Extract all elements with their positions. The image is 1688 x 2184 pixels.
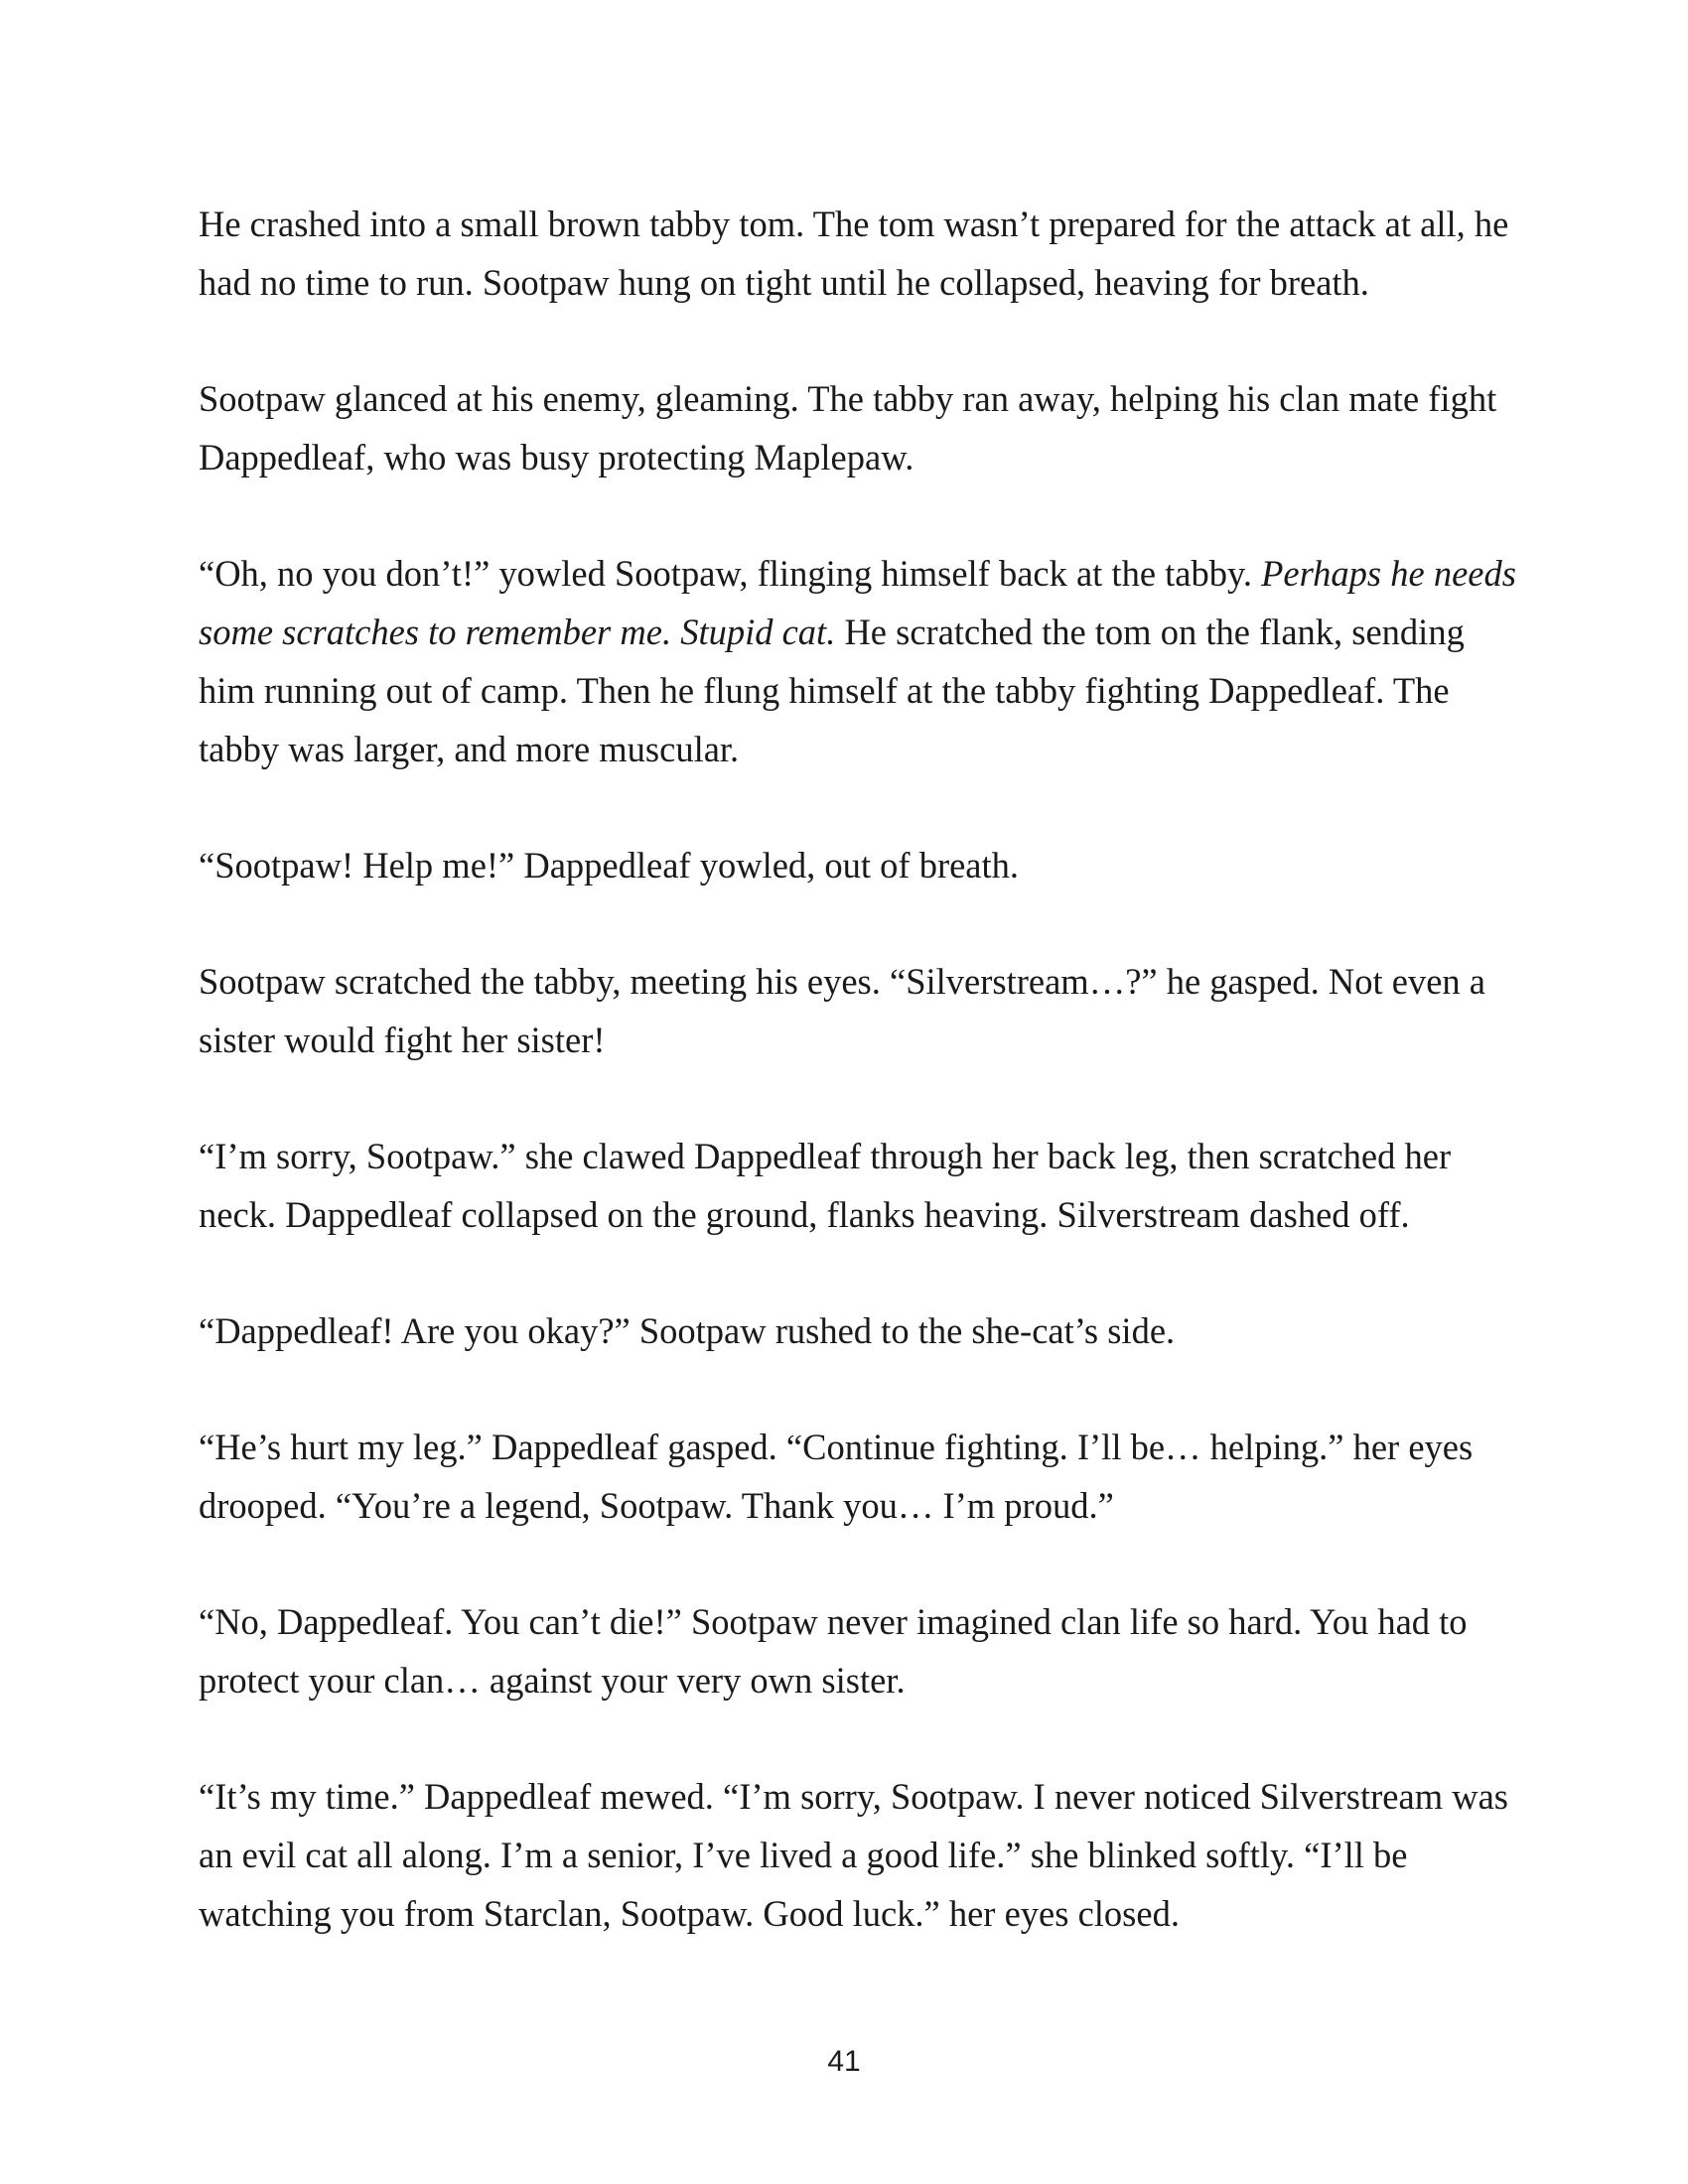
paragraph-text: “He’s hurt my leg.” Dappedleaf gasped. “Continue fighting. I’ll be… helping.” her eyes drooped. “You’re a legend, Sootpaw. Thank you… I’m proud.” bbox=[199, 1427, 1474, 1526]
paragraph-text: “It’s my time.” Dappedleaf mewed. “I’m sorry, Sootpaw. I never noticed Silverstream was an evil cat all along. I’m a senior, I’ve lived a good life.” she blinked softly. “I’ll be watching you from Starclan, Sootpaw. Good luck.” her eyes closed. bbox=[199, 1776, 1508, 1934]
paragraph-1 bbox=[199, 195, 1519, 312]
paragraph-text: Sootpaw scratched the tabby, meeting his eyes. “Silverstream…?” he gasped. Not even a sister would fight her sister! bbox=[199, 961, 1485, 1060]
paragraph-text: “No, Dappedleaf. You can’t die!” Sootpaw never imagined clan life so hard. You had to protect your clan… against your very own sister. bbox=[199, 1601, 1468, 1701]
paragraph-text: “Oh, no you don’t!” yowled Sootpaw, flinging himself back at the tabby. bbox=[199, 553, 1262, 594]
story-text bbox=[199, 195, 1519, 1943]
paragraph-8 bbox=[199, 1418, 1519, 1535]
paragraph-3 bbox=[199, 544, 1519, 778]
paragraph-2 bbox=[199, 369, 1519, 486]
paragraph-text: He scratched the tom on the flank, sending him running out of camp. Then he flung himself at the tabby fighting Dappedleaf. The tabby was larger, and more muscular. bbox=[199, 612, 1465, 769]
paragraph-5 bbox=[199, 952, 1519, 1069]
paragraph-6 bbox=[199, 1127, 1519, 1244]
paragraph-text: “Sootpaw! Help me!” Dappedleaf yowled, out of breath. bbox=[199, 845, 1020, 886]
paragraph-text: “I’m sorry, Sootpaw.” she clawed Dappedleaf through her back leg, then scratched her neck. Dappedleaf collapsed on the ground, flanks heaving. Silverstream dashed off. bbox=[199, 1136, 1452, 1235]
italic-thought: Perhaps he needs some scratches to remember me. Stupid cat. bbox=[199, 553, 1516, 652]
paragraph-text: He crashed into a small brown tabby tom. The tom wasn’t prepared for the attack at all, he had no time to run. Sootpaw hung on tight until he collapsed, heaving for breath. bbox=[199, 204, 1509, 303]
paragraph-text: “Dappedleaf! Are you okay?” Sootpaw rushed to the she-cat’s side. bbox=[199, 1310, 1176, 1351]
page-number: 41 bbox=[827, 2045, 861, 2078]
paragraph-10 bbox=[199, 1767, 1519, 1943]
paragraph-4 bbox=[199, 836, 1519, 894]
paragraph-text: Sootpaw glanced at his enemy, gleaming. The tabby ran away, helping his clan mate fight Dappedleaf, who was busy protecting Maplepaw. bbox=[199, 378, 1497, 478]
paragraph-7 bbox=[199, 1301, 1519, 1360]
paragraph-9 bbox=[199, 1592, 1519, 1709]
